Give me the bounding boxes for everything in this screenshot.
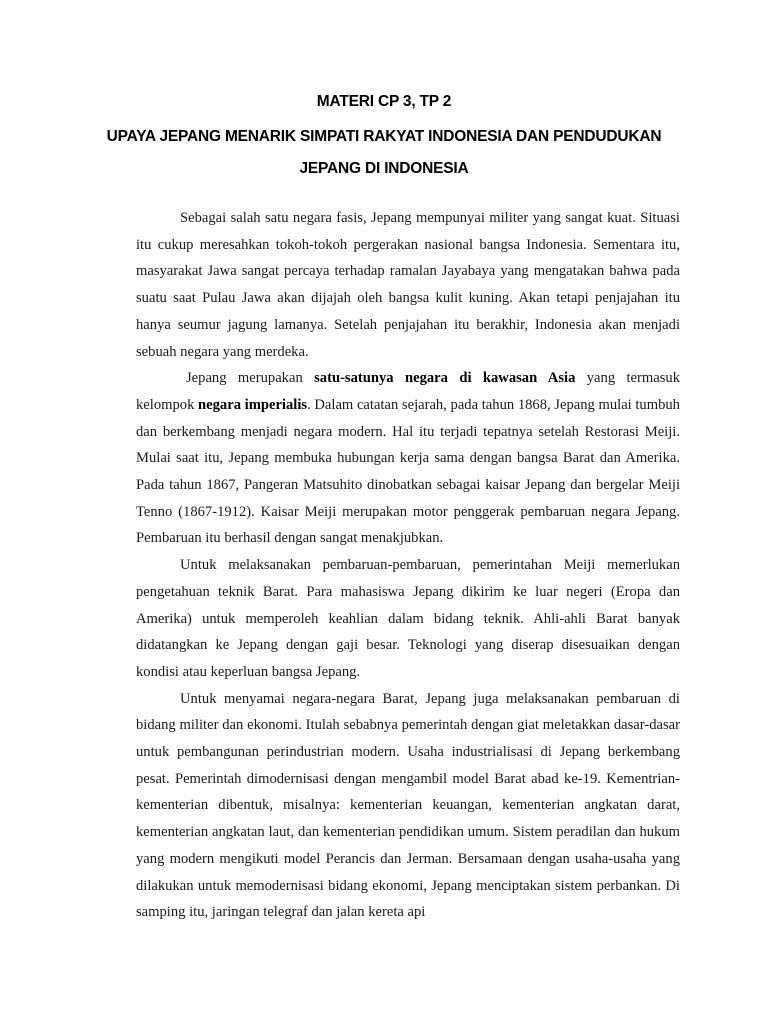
paragraph-4: Untuk menyamai negara-negara Barat, Jepang juga melaksanakan pembaruan di bidang militer dan ekonomi. Itulah sebabnya pemerintah dengan giat meletakkan dasar-dasar untuk pembangunan perindustrian modern. Usaha industrialisasi di Jepang berkembang pesat. Pemerintah dimodernisasi dengan mengambil model Barat abad ke-19. Kementrian-kementerian dibentuk, misalnya: kementerian keuangan, kementerian angkatan darat, kementerian angkatan laut, dan kementerian pendidikan umum. Sistem peradilan dan hukum yang modern mengikuti model Perancis dan Jerman. Bersamaan dengan usaha-usaha yang dilakukan untuk memodernisasi bidang ekonomi, Jepang menciptakan sistem perbankan. Di samping itu, jaringan telegraf dan jalan kereta api bbox=[136, 690, 680, 921]
paragraph-2-bold-asia: satu-satunya negara di kawasan Asia bbox=[314, 370, 576, 387]
paragraph-3: Untuk melaksanakan pembaruan-pembaruan, pemerintahan Meiji memerlukan pengetahuan teknik Barat. Para mahasiswa Jepang dikirim ke luar negeri (Eropa dan Amerika) untuk memperoleh keahlian dalam bidang teknik. Ahli-ahli Barat banyak didatangkan ke Jepang dengan gaji besar. Teknologi yang diserap disesuaikan dengan kondisi atau keperluan bangsa Jepang. bbox=[136, 557, 680, 680]
paragraph-2-bold-imperialis: negara imperialis bbox=[198, 396, 308, 413]
document-subtitle-line-1: UPAYA JEPANG MENARIK SIMPATI RAKYAT INDONESIA DAN PENDUDUKAN bbox=[106, 128, 662, 145]
paragraph-2-text-a: Jepang merupakan bbox=[186, 370, 315, 387]
document-body bbox=[136, 205, 680, 926]
document-subtitle-line-2: JEPANG DI INDONESIA bbox=[299, 160, 469, 177]
paragraph-2 bbox=[136, 365, 680, 552]
document-title: MATERI CP 3, TP 2 bbox=[316, 93, 452, 110]
paragraph-1: Sebagai salah satu negara fasis, Jepang mempunyai militer yang sangat kuat. Situasi itu cukup meresahkan tokoh-tokoh pergerakan nasional bangsa Indonesia. Sementara itu, masyarakat Jawa sangat percaya terhadap ramalan Jayabaya yang mengatakan bahwa pada suatu saat Pulau Jawa akan dijajah oleh bangsa kulit kuning. Akan tetapi penjajahan itu hanya seumur jagung lamanya. Setelah penjajahan itu berakhir, Indonesia akan menjadi sebuah negara yang merdeka. bbox=[136, 210, 680, 360]
paragraph-2-text-c: yang termasuk kelompok bbox=[136, 370, 680, 413]
paragraph-2-text-e: . Dalam catatan sejarah, pada tahun 1868, Jepang mulai tumbuh dan berkembang menjadi negara modern. Hal itu terjadi tepatnya setelah Restorasi Meiji. Mulai saat itu, Jepang membuka hubungan kerja sama dengan bangsa Barat dan Amerika. Pada tahun 1867, Pangeran Matsuhito dinobatkan sebagai kaisar Jepang dan bergelar Meiji Tenno (1867-1912). Kaisar Meiji merupakan motor penggerak pembaruan negara Jepang. Pembaruan itu berhasil dengan sangat menakjubkan. bbox=[136, 396, 680, 547]
